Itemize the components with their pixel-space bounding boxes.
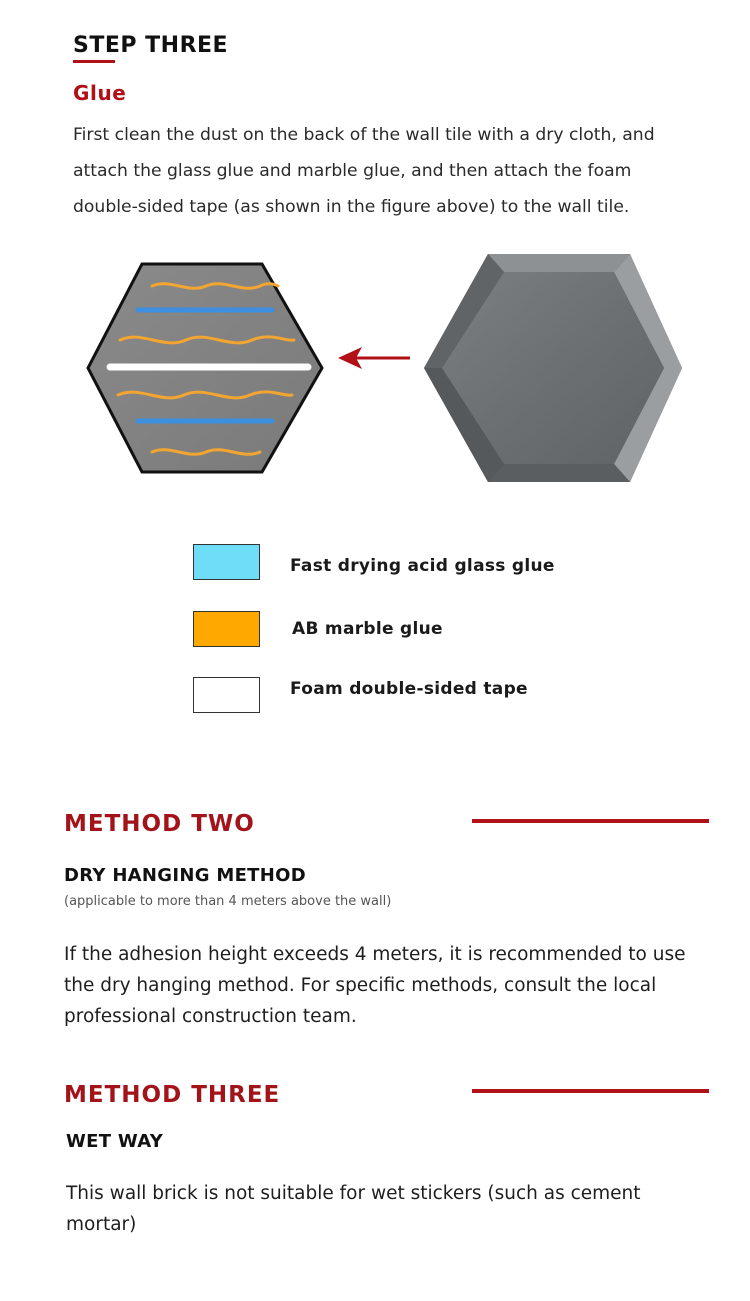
glue-description: First clean the dust on the back of the wall tile with a dry cloth, and attach the glass glue and marble glue, and then attach the foam double-sided tape (as shown in the figure above) to the wall tile. <box>73 125 655 217</box>
tile-back-with-glue <box>88 264 322 472</box>
method-two-rule <box>472 819 709 823</box>
step-title: STEP THREE <box>73 33 229 58</box>
legend-swatch-foam-tape <box>193 677 260 713</box>
wet-way-heading: WET WAY <box>66 1131 164 1152</box>
glue-subtitle: Glue <box>73 81 127 105</box>
method-three-rule <box>472 1089 709 1093</box>
tile-front <box>424 254 682 482</box>
method-two-heading: METHOD TWO <box>64 811 255 837</box>
legend-swatch-marble-glue <box>193 611 260 647</box>
step-title-underline <box>73 60 115 63</box>
legend-label-glass-glue: Fast drying acid glass glue <box>290 556 555 576</box>
dry-hanging-body: If the adhesion height exceeds 4 meters, it is recommended to use the dry hanging method. For specific methods, consult the local professional construction team. <box>64 944 686 1027</box>
dry-hanging-heading: DRY HANGING METHOD <box>64 865 306 886</box>
legend-label-foam-tape: Foam double-sided tape <box>290 679 528 699</box>
wet-way-body: This wall brick is not suitable for wet stickers (such as cement mortar) <box>66 1183 641 1235</box>
legend-swatch-glass-glue <box>193 544 260 580</box>
arrow-left-icon <box>338 347 410 369</box>
glue-application-figure <box>80 250 690 490</box>
method-three-heading: METHOD THREE <box>64 1082 281 1108</box>
legend-label-marble-glue: AB marble glue <box>292 619 443 639</box>
dry-hanging-note: (applicable to more than 4 meters above the wall) <box>64 894 392 909</box>
